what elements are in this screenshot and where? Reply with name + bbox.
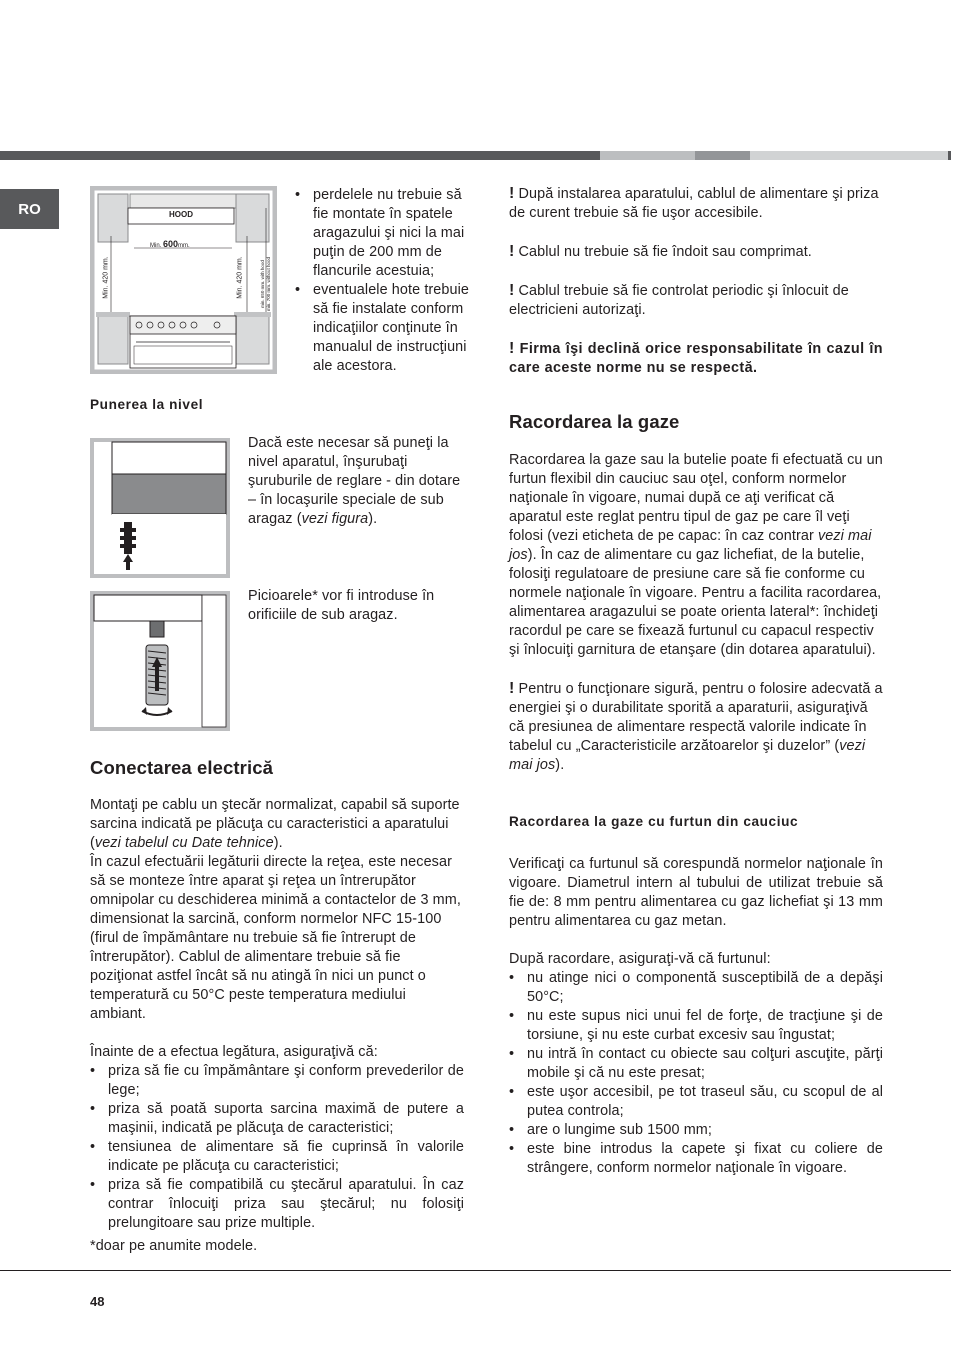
header-bar-segment [600, 151, 695, 160]
list-item: • priza să poată suporta sarcina maximă de putere a maşinii, indicată pe plăcuţa de caracteristici; [90, 1100, 464, 1138]
warning: ! Cablul nu trebuie să fie îndoit sau comprimat. [509, 243, 812, 260]
paragraph: Montaţi pe cablu un ştecăr normalizat, capabil să suporte sarcina indicată pe plăcuţa cu caracteristici a aparatului (vezi tabelul cu Date tehnice). [90, 797, 460, 851]
electric-heading: Conectarea electrică [90, 757, 273, 778]
rubber-hose-title: Racordarea la gaze cu furtun din cauciuc [509, 814, 799, 829]
hood-label: HOOD [169, 210, 193, 219]
hood-clearance-figure [90, 186, 277, 374]
rubber-hose-section [509, 855, 883, 1178]
hood-notes [295, 186, 470, 376]
list-item: • nu atinge nici o componentă susceptibilă de a depăşi 50°C; [509, 969, 883, 1007]
hood-height-label: min. 650 mm. with hood min. 700 mm. without hood [260, 256, 271, 312]
header-bar-segment [695, 151, 750, 160]
paragraph: ! Pentru o funcţionare sigură, pentru o folosire adecvată a energiei şi o durabilitate sporită a aparaturii, asiguraţivă că presiunea de alimentare respectă valorile indicate în tabelul cu „Caracteristicile arzătoarelor şi duzelor” (vezi mai jos). [509, 680, 883, 773]
header-bar-segment [948, 151, 951, 160]
paragraph: Racordarea la gaze sau la butelie poate fi efectuată cu un furtun flexibil din cauciuc sau oţel, conform normelor naţionale în vigoare, numai după ce aţi verificat că aparatul este reglat pentru tipul de gaz pe care îl veţi folosi (vezi eticheta de pe capac: în caz contrar vezi mai jos). În caz de alimentare cu gaz lichefiat, de la butelie, folosiţi regulatoare de presiune care să fie conforme cu normele naţionale în vigoare. Pentru a facilita racordarea, alimentarea aragazului se poate orienta lateral*: închideţi racordul pe care se fixează furtunul cu capacul respectiv şi înlocuiţi garnitura de etanşare (din dotarea aparatului). [509, 452, 883, 658]
gas-section [509, 451, 883, 775]
warning: ! Firma îşi declină orice responsabilitate în cazul în care aceste norme nu se respectă. [509, 340, 883, 376]
paragraph: După racordare, asiguraţi-vă că furtunul: [509, 951, 771, 967]
width-dimension-label: Min. 600mm. [150, 239, 190, 249]
list-item: • eventualele hote trebuie să fie instalate conform indicaţiilor conţinute în manualul de instrucţiuni ale acestora. [295, 281, 470, 376]
paragraph: În cazul efectuării legăturii directe la reţea, este necesar să se monteze între aparat şi reţea un întrerupător omnipolar cu deschiderea minimă a contactelor de 3 mm, dimensionat la sarcină, conform normelor NFC 15-100 (firul de împământare nu trebuie să fie întrerupt de întrerupător). Cablul de alimentare trebuie să fie poziţionat astfel încât să nu atingă în nici un punct o temperatură cu 50°C peste temperatura mediului ambiant. [90, 854, 461, 1022]
list-item: • priza să fie compatibilă cu ştecărul aparatului. În caz contrar înlocuiţi priza sau ştecărul; nu folosiţi prelungitoare sau prize multiple. [90, 1176, 464, 1233]
list-item: • are o lungime sub 1500 mm; [509, 1121, 883, 1140]
list-item: • tensiunea de alimentare să fie cuprinsă în valorile indicate pe plăcuţa cu caracteristici; [90, 1138, 464, 1176]
language-tab: RO [0, 189, 59, 229]
warning: ! După instalarea aparatului, cablul de alimentare şi priza de curent trebuie să fie uşor accesibile. [509, 185, 879, 221]
leveling-figure [90, 438, 230, 578]
paragraph: Verificaţi ca furtunul să corespundă normelor naţionale în vigoare. Diametrul intern al tubului de utilizat trebuie să fie de: 8 mm pentru alimentarea cu gaz lichefiat şi 13 mm pentru alimentarea cu gaz metan. [509, 856, 883, 929]
list-item: • perdelele nu trebuie să fie montate în spatele aragazului şi nici la mai puţin de 200 mm de flancurile acestuia; [295, 186, 470, 281]
paragraph: Înainte de a efectua legătura, asiguraţivă că: [90, 1044, 378, 1060]
feet-figure [90, 591, 230, 731]
list-item: • priza să fie cu împământare şi conform prevederilor de lege; [90, 1062, 464, 1100]
footnote: *doar pe anumite modele. [90, 1238, 258, 1254]
leveling-title: Punerea la nivel [90, 397, 204, 412]
electric-section [90, 796, 464, 1256]
warnings-section [509, 184, 883, 378]
header-bar [0, 151, 954, 160]
footer-divider [0, 1270, 951, 1271]
header-bar-segment [0, 151, 600, 160]
header-bar-segment [750, 151, 948, 160]
list-item: • este bine introdus la capete şi fixat cu coliere de strângere, conform normelor naţionale în vigoare. [509, 1140, 883, 1178]
list-item: • este uşor accesibil, pe tot traseul său, cu scopul de al putea controla; [509, 1083, 883, 1121]
leveling-text: Dacă este necesar să puneţi la nivel aparatul, înşurubaţi şuruburile de reglare - din dotare – în locaşurile speciale de sub aragaz (vezi figura). [248, 435, 461, 527]
list-item: • nu intră în contact cu obiecte sau colţuri ascuţite, părţi mobile şi că nu este presat; [509, 1045, 883, 1083]
page-number: 48 [90, 1294, 105, 1309]
gas-heading: Racordarea la gaze [509, 411, 680, 432]
right-height-label: Min. 420 mm. [236, 256, 244, 299]
warning: ! Cablul trebuie să fie controlat periodic şi înlocuit de electricieni autorizaţi. [509, 282, 849, 318]
list-item: • nu este supus nici unui fel de forţe, de tracţiune şi de torsiune, şi nu este curbat excesiv sau îngustat; [509, 1007, 883, 1045]
left-height-label: Min. 420 mm. [102, 256, 110, 299]
feet-text: Picioarele* vor fi introduse în orificiile de sub aragaz. [248, 588, 435, 623]
